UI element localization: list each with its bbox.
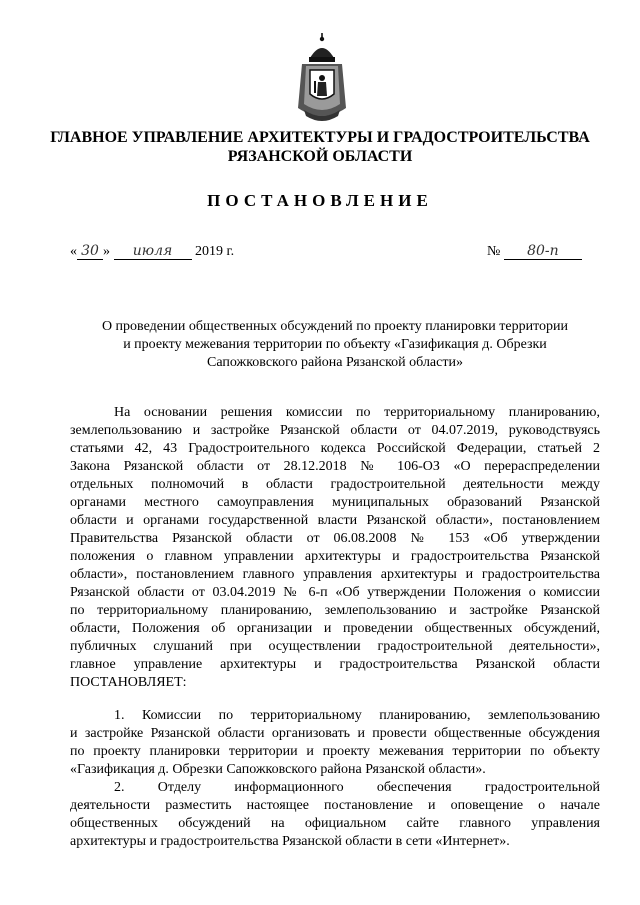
- title-line: Сапожковского района Рязанской области»: [207, 355, 463, 370]
- preamble-line: На основании решения комиссии по территориальному планированию,: [114, 405, 600, 420]
- document-date: [70, 243, 234, 260]
- number-label: №: [487, 244, 501, 259]
- preamble-line: отдельных полномочий в области градостроительной деятельности между: [70, 477, 600, 492]
- preamble-line: Рязанской области от 03.04.2019 № 6-п «Об утверждении Положения о комиссии: [70, 585, 600, 600]
- organization-name-line2: РЯЗАНСКОЙ ОБЛАСТИ: [227, 148, 413, 165]
- preamble-line: Правительства Рязанской области от 06.08.2008 № 153 «Об утверждении: [70, 531, 600, 546]
- preamble-line: Закона Рязанской области от 28.12.2018 № 106-ОЗ «О перераспределении: [70, 459, 600, 474]
- title-line: и проекту межевания территории по объекту «Газификация д. Обрезки: [123, 337, 547, 352]
- item2-line: общественных обсуждений на официальном сайте главного управления: [70, 816, 600, 831]
- date-year: 2019 г.: [195, 244, 235, 259]
- preamble-line: публичных слушаний при осуществлении градостроительной деятельности»,: [70, 639, 600, 654]
- item1-line: «Газификация д. Обрезки Сапожковского района Рязанской области».: [70, 762, 486, 777]
- resolution-keyword: ПОСТАНОВЛЯЕТ:: [70, 675, 187, 690]
- item2-line: архитектуры и градостроительства Рязанской области в сети «Интернет».: [70, 834, 510, 849]
- preamble-line: положения о главном управлении архитектуры и градостроительства Рязанской: [70, 549, 600, 564]
- document-title: [70, 318, 600, 372]
- number-value: 80-п: [504, 243, 582, 260]
- item1-line: по проекту планировки территории и проекту межевания территории по объекту: [70, 744, 600, 759]
- item1-line: и застройке Рязанской области организовать и провести общественные обсуждения: [70, 726, 600, 741]
- date-open-quote: «: [70, 244, 77, 259]
- preamble-line: по территориальному планированию, землепользованию и застройке Рязанской: [70, 603, 600, 618]
- preamble-line: землепользованию и застройке Рязанской области от 04.07.2019, руководствуясь: [70, 423, 600, 438]
- preamble-line: области», постановлением главного управления архитектуры и градостроительства: [70, 567, 600, 582]
- date-month: июля: [114, 243, 192, 260]
- preamble-line: области, Положения об организации и проведении общественных обсуждений,: [70, 621, 600, 636]
- item2-line: 2. Отделу информационного обеспечения градостроительной: [114, 780, 600, 795]
- document-type-heading: ПОСТАНОВЛЕНИЕ: [207, 191, 433, 210]
- date-day: 30: [77, 243, 103, 260]
- item1-line: 1. Комиссии по территориальному планированию, землепользованию: [114, 708, 600, 723]
- preamble-line: органами местного самоуправления муниципальных образований Рязанской: [70, 495, 600, 510]
- preamble-line: главное управление архитектуры и градостроительства Рязанской области: [70, 657, 600, 672]
- item2-line: деятельности разместить настоящее постановление и оповещение о начале: [70, 798, 600, 813]
- preamble-line: области и органами государственной власти Рязанской области», постановлением: [70, 513, 600, 528]
- organization-name-line1: ГЛАВНОЕ УПРАВЛЕНИЕ АРХИТЕКТУРЫ И ГРАДОСТРОИТЕЛЬСТВА: [50, 129, 590, 146]
- document-number: [487, 243, 582, 260]
- coat-of-arms-icon: [292, 30, 352, 130]
- preamble-line: статьями 42, 43 Градостроительного кодекса Российской Федерации, статьей 2: [70, 441, 600, 456]
- title-line: О проведении общественных обсуждений по проекту планировки территории: [101, 319, 569, 334]
- date-close-quote: »: [103, 244, 110, 259]
